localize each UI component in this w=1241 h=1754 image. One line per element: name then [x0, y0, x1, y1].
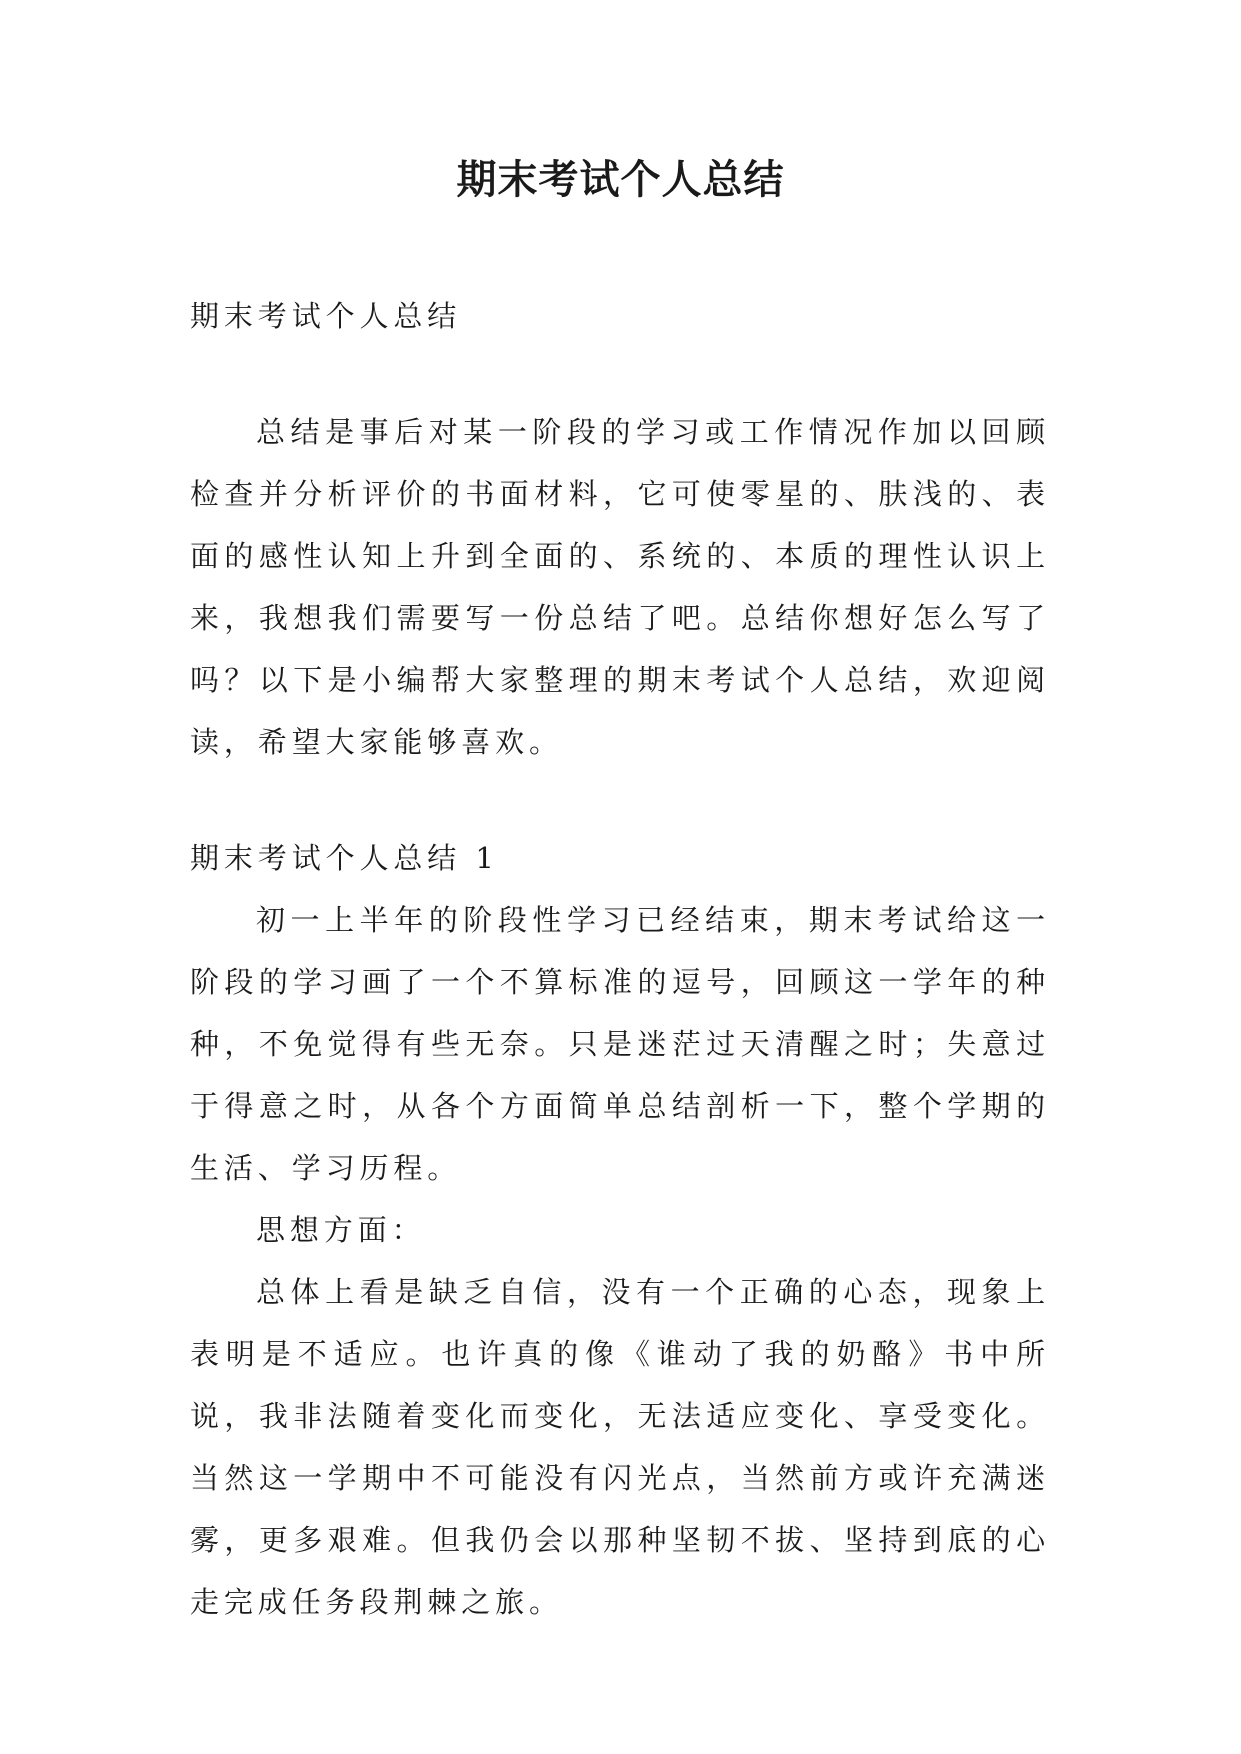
section-paragraph: 初一上半年的阶段性学习已经结束，期末考试给这一阶段的学习画了一个不算标准的逗号，回顾这一学年的种种，不免觉得有些无奈。只是迷茫过天清醒之时；失意过于得意之时，从各个方面简单总结剖析一下，整个学期的生活、学习历程。	[190, 903, 1050, 1185]
section-heading: 期末考试个人总结 1	[190, 841, 499, 875]
document-subtitle: 期末考试个人总结	[190, 299, 462, 333]
intro-paragraph: 总结是事后对某一阶段的学习或工作情况作加以回顾检查并分析评价的书面材料，它可使零星的、肤浅的、表面的感性认知上升到全面的、系统的、本质的理性认识上来，我想我们需要写一份总结了吧。总结你想好怎么写了吗？以下是小编帮大家整理的期末考试个人总结，欢迎阅读，希望大家能够喜欢。	[190, 415, 1050, 759]
section-subheading: 思想方面：	[256, 1213, 426, 1247]
document-title: 期末考试个人总结	[456, 156, 785, 203]
document-body	[190, 285, 1050, 1633]
section-paragraph: 总体上看是缺乏自信，没有一个正确的心态，现象上表明是不适应。也许真的像《谁动了我的奶酪》书中所说，我非法随着变化而变化，无法适应变化、享受变化。当然这一学期中不可能没有闪光点，当然前方或许充满迷雾，更多艰难。但我仍会以那种坚韧不拔、坚持到底的心走完成任务段荆棘之旅。	[190, 1275, 1050, 1619]
